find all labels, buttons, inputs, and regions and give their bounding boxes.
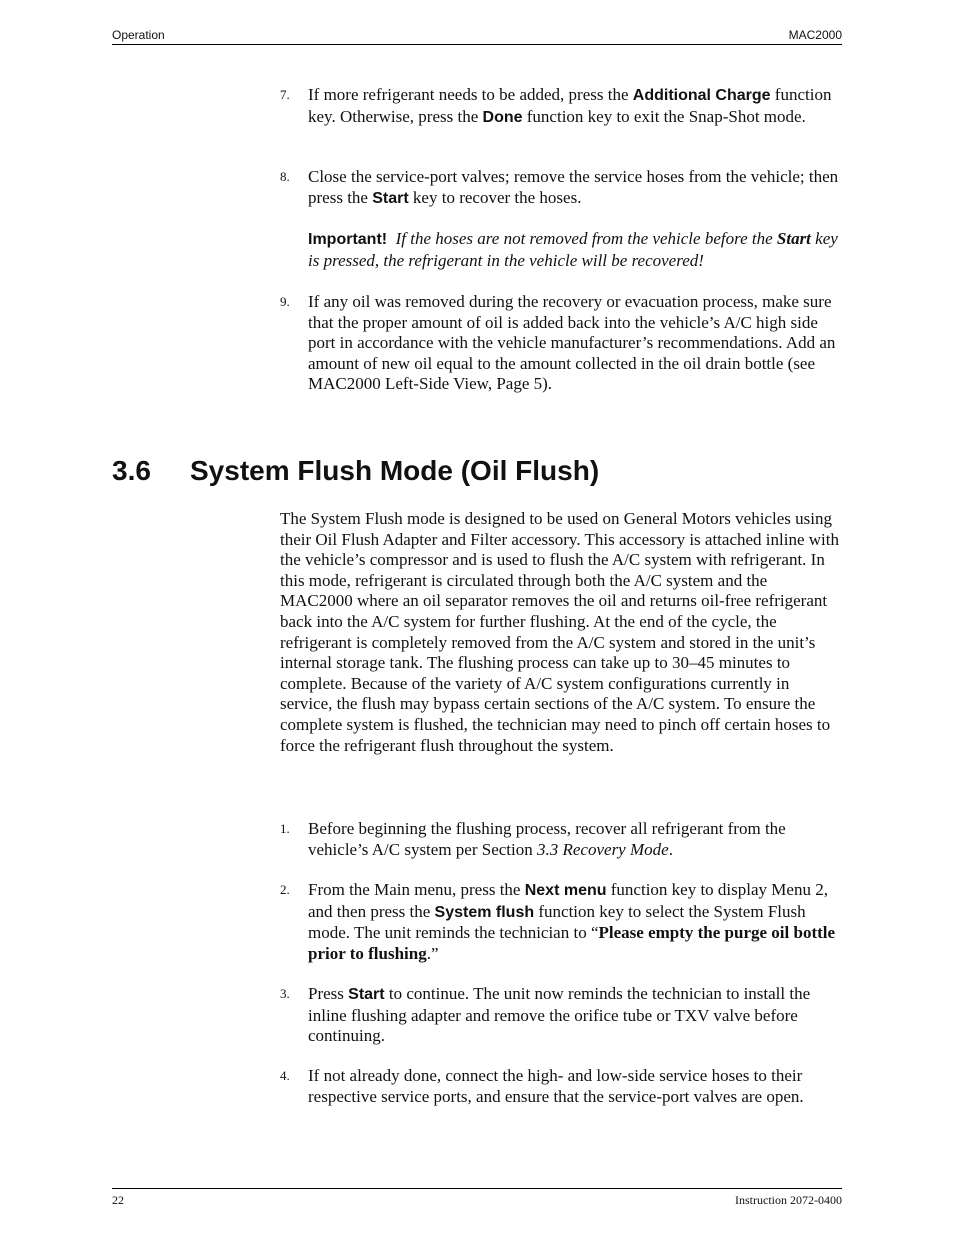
section-heading <box>112 455 599 487</box>
important-note: Important! If the hoses are not removed from the vehicle before the Start key is pressed, the refrigerant in the vehicle will be recovered! <box>308 229 838 270</box>
step-text: If not already done, connect the high- and low-side service hoses to their respective service ports, and ensure that the service-port valves are open. <box>308 1066 804 1106</box>
step-9 <box>280 292 845 395</box>
step-text: Before beginning the flushing process, recover all refrigerant from the vehicle’s A/C system per Section 3.3 Recovery Mode. <box>308 819 786 859</box>
header-product-label: MAC2000 <box>788 28 842 42</box>
important-label: Important! <box>308 231 388 248</box>
step-2 <box>280 880 845 964</box>
header-section-label: Operation <box>112 28 165 42</box>
page-footer <box>112 1188 842 1209</box>
step-4 <box>280 1066 845 1107</box>
step-text: Close the service-port valves; remove the service hoses from the vehicle; then press the Start key to recover the hoses. <box>308 167 839 207</box>
section-number: 3.6 <box>112 455 151 486</box>
step-number: 2. <box>280 882 290 897</box>
step-text: If any oil was removed during the recovery or evacuation process, make sure that the proper amount of oil is added back into the vehicle’s A/C high side port in accordance with the vehicle manufacturer’s recommendations. Add an amount of new oil equal to the amount collected in the oil drain bottle (see MAC2000 Left-Side View, Page 5). <box>308 292 836 394</box>
step-7 <box>280 85 845 128</box>
step-text: If more refrigerant needs to be added, press the Additional Charge function key. Otherwise, press the Done function key to exit the Snap-Shot mode. <box>308 85 832 126</box>
section-reference: 3.3 Recovery Mode <box>537 839 669 859</box>
system-flush-key: System flush <box>434 903 535 921</box>
start-key: Start <box>372 189 409 207</box>
page-header <box>112 26 842 45</box>
step-number: 9. <box>280 294 290 309</box>
start-key: Start <box>348 986 385 1003</box>
step-number: 4. <box>280 1068 290 1083</box>
step-text: From the Main menu, press the Next menu function key to display Menu 2, and then press the System flush function key to select the System Flush mode. The unit reminds the technician to “Please empty the purge oil bottle prior to flushing.” <box>308 880 836 963</box>
section-title: System Flush Mode (Oil Flush) <box>190 455 600 486</box>
step-8 <box>280 167 845 209</box>
step-number: 8. <box>280 169 290 184</box>
page-number: 22 <box>112 1193 124 1207</box>
step-number: 1. <box>280 821 290 836</box>
intro-paragraph: The System Flush mode is designed to be used on General Motors vehicles using their Oil Flush Adapter and Filter accessory. This accessory is attached inline with the vehicle’s compressor and is used to flush the A/C system with refrigerant. In this mode, refrigerant is circulated through both the A/C system and the MAC2000 where an oil separator removes the oil and returns oil-free refrigerant back into the A/C system for further flushing. At the end of the cycle, the refrigerant is completely removed from the A/C system and stored in the unit’s internal storage tank. The flushing process can take up to 30–45 minutes to complete. Because of the variety of A/C system configurations currently in service, the flush may bypass certain sections of the A/C system. To ensure the complete system is flushed, the technician may need to pinch off certain hoses to force the refrigerant flush throughout the system. <box>280 509 839 755</box>
step-text: Press Start to continue. The unit now reminds the technician to install the inline flushing adapter and remove the orifice tube or TXV valve before continuing. <box>308 984 811 1046</box>
done-key: Done <box>482 108 523 126</box>
additional-charge-key: Additional Charge <box>632 87 771 104</box>
step-3 <box>280 984 845 1047</box>
step-number: 7. <box>280 87 290 102</box>
step-number: 3. <box>280 986 290 1001</box>
next-menu-key: Next menu <box>524 882 607 899</box>
reminder-message: Please empty the purge oil bottle prior to flushing <box>308 923 836 963</box>
step-1 <box>280 819 845 860</box>
document-id: Instruction 2072-0400 <box>735 1193 842 1207</box>
